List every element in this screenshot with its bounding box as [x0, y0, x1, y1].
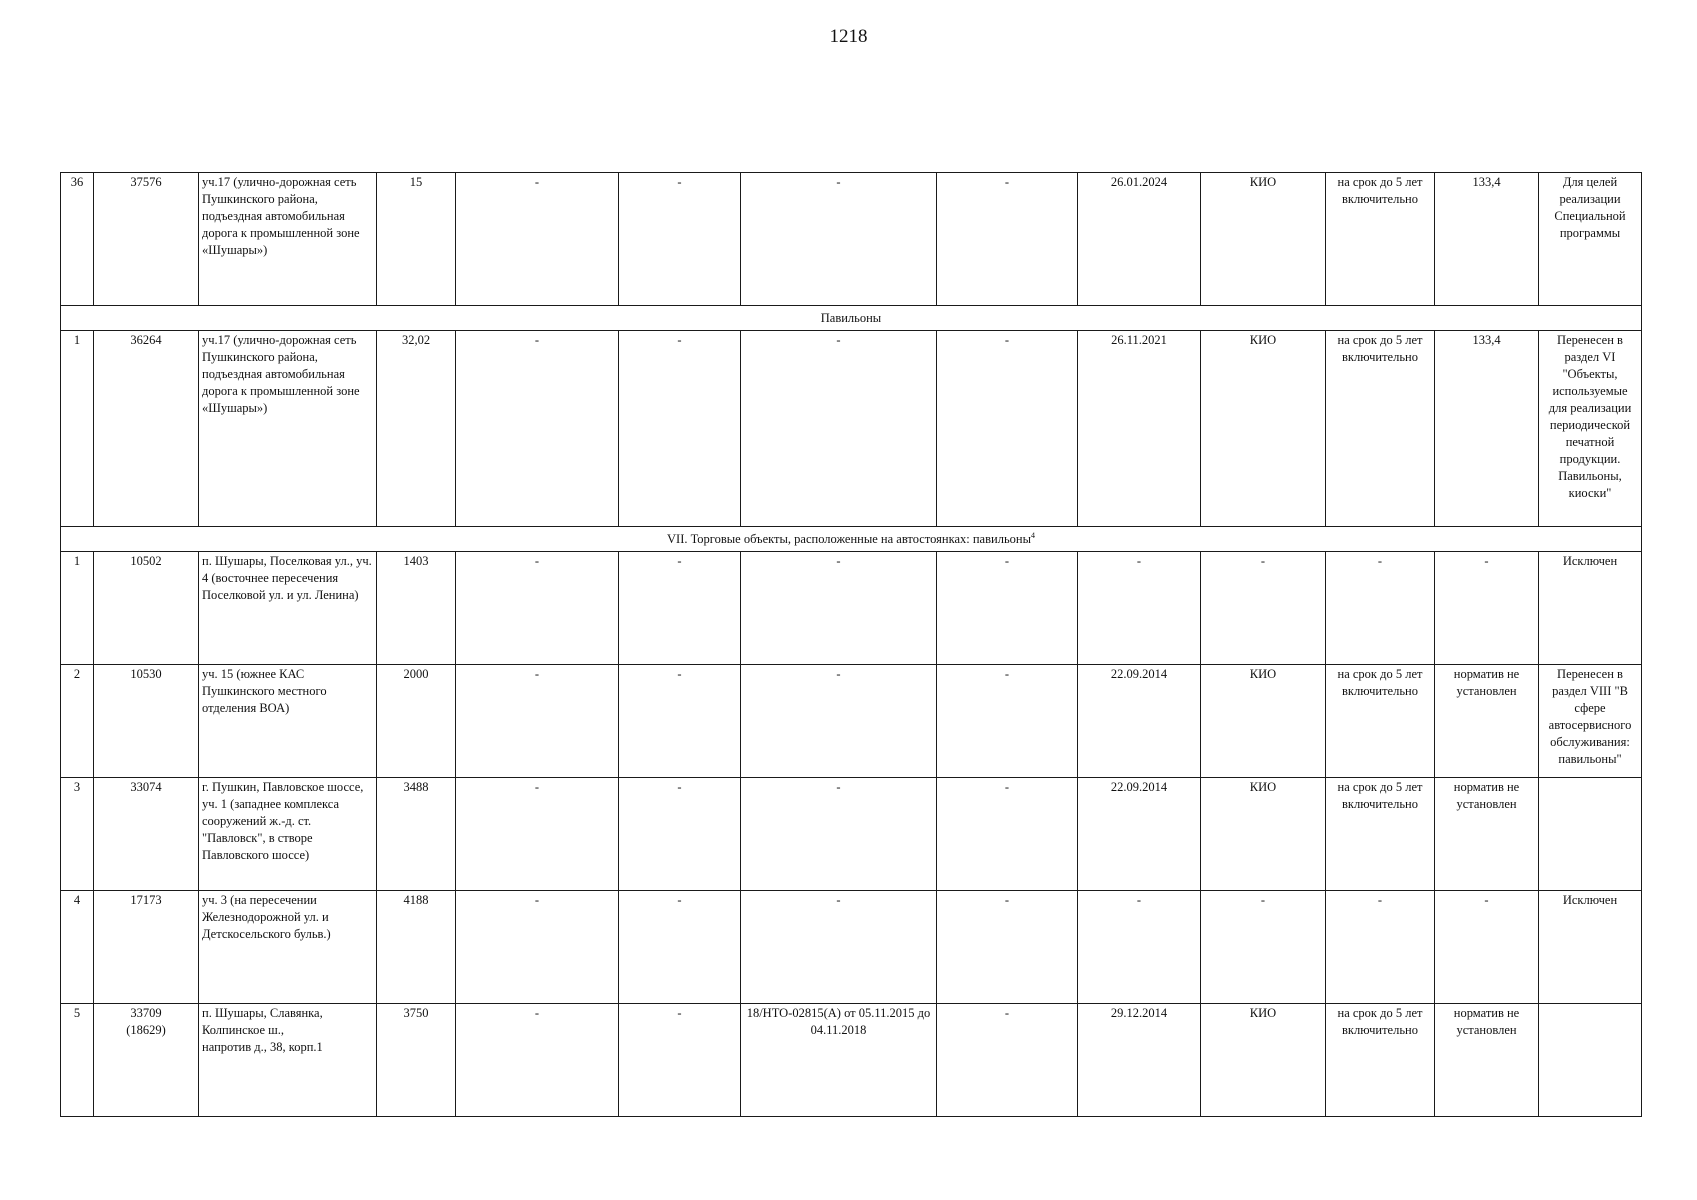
objects-table — [60, 172, 1642, 1117]
footnote-marker: 4 — [1030, 530, 1035, 540]
object-area: 3488 — [377, 778, 456, 891]
object-term: на срок до 5 лет включительно — [1326, 331, 1435, 527]
page-number: 1218 — [829, 26, 868, 47]
object-note: Исключен — [1539, 552, 1642, 665]
object-date: - — [1078, 891, 1201, 1004]
cell-col7: - — [741, 665, 937, 778]
object-term: - — [1326, 552, 1435, 665]
cell-col5: - — [456, 552, 619, 665]
object-date: 22.09.2014 — [1078, 665, 1201, 778]
cell-col8: - — [937, 665, 1078, 778]
object-term: на срок до 5 лет включительно — [1326, 778, 1435, 891]
cell-col8: - — [937, 173, 1078, 306]
table-row — [61, 173, 1642, 306]
section-header-pavilions — [61, 306, 1642, 331]
object-code: 10530 — [94, 665, 199, 778]
object-area: 15 — [377, 173, 456, 306]
table-row — [61, 778, 1642, 891]
row-number: 3 — [61, 778, 94, 891]
cell-col6: - — [619, 891, 741, 1004]
cell-col6: - — [619, 665, 741, 778]
cell-col8: - — [937, 891, 1078, 1004]
object-org: КИО — [1201, 778, 1326, 891]
object-org: КИО — [1201, 665, 1326, 778]
section-title-cell — [61, 527, 1642, 552]
object-norm: норматив не установлен — [1435, 1004, 1539, 1117]
object-address: уч.17 (улично-дорожная сеть Пушкинского района, подъездная автомобильная дорога к промышленной зоне «Шушары») — [199, 173, 377, 306]
table-row — [61, 665, 1642, 778]
cell-col7: - — [741, 331, 937, 527]
cell-col8: - — [937, 1004, 1078, 1117]
object-note — [1539, 1004, 1642, 1117]
object-date: 29.12.2014 — [1078, 1004, 1201, 1117]
object-date: - — [1078, 552, 1201, 665]
object-code: 36264 — [94, 331, 199, 527]
object-code: 33074 — [94, 778, 199, 891]
cell-col5: - — [456, 1004, 619, 1117]
table-row — [61, 331, 1642, 527]
row-number: 1 — [61, 552, 94, 665]
object-date: 26.01.2024 — [1078, 173, 1201, 306]
object-address: п. Шушары, Поселковая ул., уч. 4 (восточнее пересечения Поселковой ул. и ул. Ленина) — [199, 552, 377, 665]
cell-col5: - — [456, 778, 619, 891]
cell-col8: - — [937, 331, 1078, 527]
cell-col5: - — [456, 173, 619, 306]
cell-col8: - — [937, 552, 1078, 665]
object-norm: 133,4 — [1435, 331, 1539, 527]
object-term: - — [1326, 891, 1435, 1004]
cell-col5: - — [456, 665, 619, 778]
cell-col7: - — [741, 891, 937, 1004]
section-title: Павильоны — [61, 306, 1642, 331]
object-note: Перенесен в раздел VIII "В сфере автосервисного обслуживания: павильоны" — [1539, 665, 1642, 778]
object-code: 37576 — [94, 173, 199, 306]
table-row — [61, 1004, 1642, 1117]
table-row — [61, 552, 1642, 665]
cell-col6: - — [619, 1004, 741, 1117]
row-number: 2 — [61, 665, 94, 778]
object-address: п. Шушары, Славянка, Колпинское ш., напротив д., 38, корп.1 — [199, 1004, 377, 1117]
object-note: Перенесен в раздел VI "Объекты, используемые для реализации периодической печатной продукции. Павильоны, киоски" — [1539, 331, 1642, 527]
object-area: 4188 — [377, 891, 456, 1004]
object-org: - — [1201, 891, 1326, 1004]
cell-col8: - — [937, 778, 1078, 891]
object-address: уч. 3 (на пересечении Железнодорожной ул. и Детскосельского бульв.) — [199, 891, 377, 1004]
cell-col7: - — [741, 173, 937, 306]
object-area: 32,02 — [377, 331, 456, 527]
object-norm: - — [1435, 891, 1539, 1004]
object-term: на срок до 5 лет включительно — [1326, 665, 1435, 778]
object-term: на срок до 5 лет включительно — [1326, 173, 1435, 306]
object-area: 3750 — [377, 1004, 456, 1117]
cell-col6: - — [619, 331, 741, 527]
object-norm: норматив не установлен — [1435, 665, 1539, 778]
cell-col5: - — [456, 891, 619, 1004]
object-note: Для целей реализации Специальной программы — [1539, 173, 1642, 306]
object-area: 2000 — [377, 665, 456, 778]
object-code: 33709 (18629) — [94, 1004, 199, 1117]
object-code: 10502 — [94, 552, 199, 665]
object-note — [1539, 778, 1642, 891]
table-row — [61, 891, 1642, 1004]
object-area: 1403 — [377, 552, 456, 665]
cell-col6: - — [619, 552, 741, 665]
cell-col7: - — [741, 552, 937, 665]
row-number: 4 — [61, 891, 94, 1004]
object-address: г. Пушкин, Павловское шоссе, уч. 1 (западнее комплекса сооружений ж.-д. ст. "Павловск", в створе Павловского шоссе) — [199, 778, 377, 891]
object-org: - — [1201, 552, 1326, 665]
cell-col7: - — [741, 778, 937, 891]
object-org: КИО — [1201, 331, 1326, 527]
row-number: 5 — [61, 1004, 94, 1117]
cell-col6: - — [619, 778, 741, 891]
object-note: Исключен — [1539, 891, 1642, 1004]
object-code: 17173 — [94, 891, 199, 1004]
object-date: 22.09.2014 — [1078, 778, 1201, 891]
object-norm: - — [1435, 552, 1539, 665]
cell-col7: 18/НТО-02815(А) от 05.11.2015 до 04.11.2018 — [741, 1004, 937, 1117]
cell-col6: - — [619, 173, 741, 306]
row-number: 36 — [61, 173, 94, 306]
object-date: 26.11.2021 — [1078, 331, 1201, 527]
row-number: 1 — [61, 331, 94, 527]
object-term: на срок до 5 лет включительно — [1326, 1004, 1435, 1117]
section-title: VII. Торговые объекты, расположенные на автостоянках: павильоны — [667, 531, 1031, 546]
object-org: КИО — [1201, 173, 1326, 306]
object-norm: 133,4 — [1435, 173, 1539, 306]
object-address: уч.17 (улично-дорожная сеть Пушкинского района, подъездная автомобильная дорога к промышленной зоне «Шушары») — [199, 331, 377, 527]
object-address: уч. 15 (южнее КАС Пушкинского местного отделения ВОА) — [199, 665, 377, 778]
cell-col5: - — [456, 331, 619, 527]
object-org: КИО — [1201, 1004, 1326, 1117]
object-norm: норматив не установлен — [1435, 778, 1539, 891]
section-header-parking — [61, 527, 1642, 552]
